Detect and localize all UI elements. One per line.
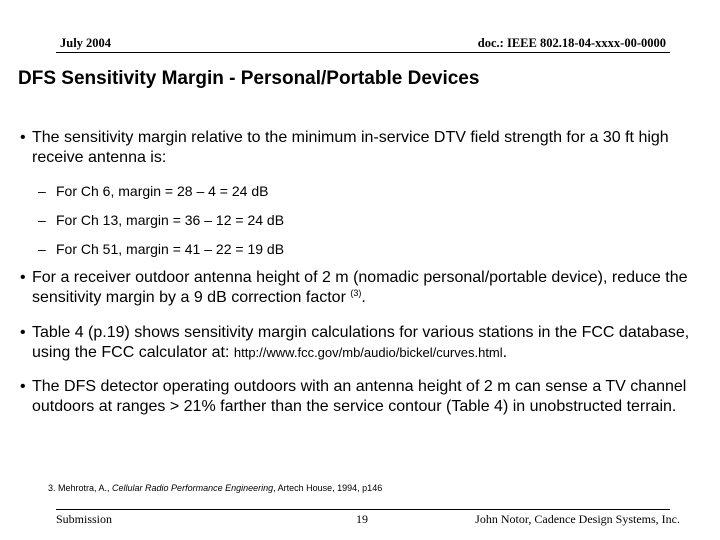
header-rule	[56, 52, 670, 53]
footer-author: John Notor, Cadence Design Systems, Inc.	[475, 512, 680, 526]
header-date: July 2004	[60, 36, 112, 50]
bullet-marker: •	[20, 129, 26, 146]
dash-marker: –	[38, 241, 46, 257]
bullet-marker: •	[20, 269, 26, 286]
bullet-3	[20, 323, 700, 363]
footer-page-number: 19	[356, 512, 368, 526]
header-doc-id: doc.: IEEE 802.18-04-xxxx-00-0000	[477, 36, 666, 50]
dash-marker: –	[38, 212, 46, 228]
bullet-3-tail: .	[502, 344, 508, 361]
bullet-4-text: The DFS detector operating outdoors with an antenna height of 2 m can sense a TV channel outdoors at ranges > 21% farther than the service contour (Table 4) in unobstructed terrain.	[32, 378, 687, 415]
footnote	[48, 483, 382, 493]
fcc-calculator-link[interactable]: http://www.fcc.gov/mb/audio/bickel/curves.html	[233, 345, 503, 360]
subitem-ch13	[38, 211, 284, 229]
slide-title: DFS Sensitivity Margin - Personal/Portable Devices	[18, 68, 480, 89]
bullet-2-text: For a receiver outdoor antenna height of 2 m (nomadic personal/portable device), reduce the sensitivity margin by a 9 dB correction factor	[32, 269, 688, 306]
dash-marker: –	[38, 183, 46, 199]
bullet-marker: •	[20, 324, 26, 341]
subitem-ch51	[38, 240, 284, 258]
footnote-prefix: 3. Mehrotra, A.,	[48, 483, 113, 493]
bullet-3-text: Table 4 (p.19) shows sensitivity margin calculations for various stations in the FCC database, using the FCC calculator at:	[32, 324, 690, 361]
bullet-4	[20, 377, 700, 417]
bullet-marker: •	[20, 378, 26, 395]
footnote-ref: (3)	[350, 288, 362, 298]
subitem-ch51-text: For Ch 51, margin = 41 – 22 = 19 dB	[56, 241, 285, 257]
bullet-2-tail: .	[361, 289, 366, 306]
subitem-ch13-text: For Ch 13, margin = 36 – 12 = 24 dB	[56, 212, 285, 228]
footnote-book-title: Cellular Radio Performance Engineering	[112, 483, 274, 493]
subitem-ch6-text: For Ch 6, margin = 28 – 4 = 24 dB	[56, 183, 269, 199]
footer-submission: Submission	[56, 512, 113, 526]
subitem-ch6	[38, 182, 268, 200]
footer-rule	[56, 509, 670, 510]
bullet-2	[20, 268, 700, 308]
footnote-suffix: , Artech House, 1994, p146	[273, 483, 383, 493]
bullet-1	[20, 128, 700, 168]
bullet-1-text: The sensitivity margin relative to the minimum in-service DTV field strength for a 30 ft high receive antenna is:	[32, 129, 669, 166]
